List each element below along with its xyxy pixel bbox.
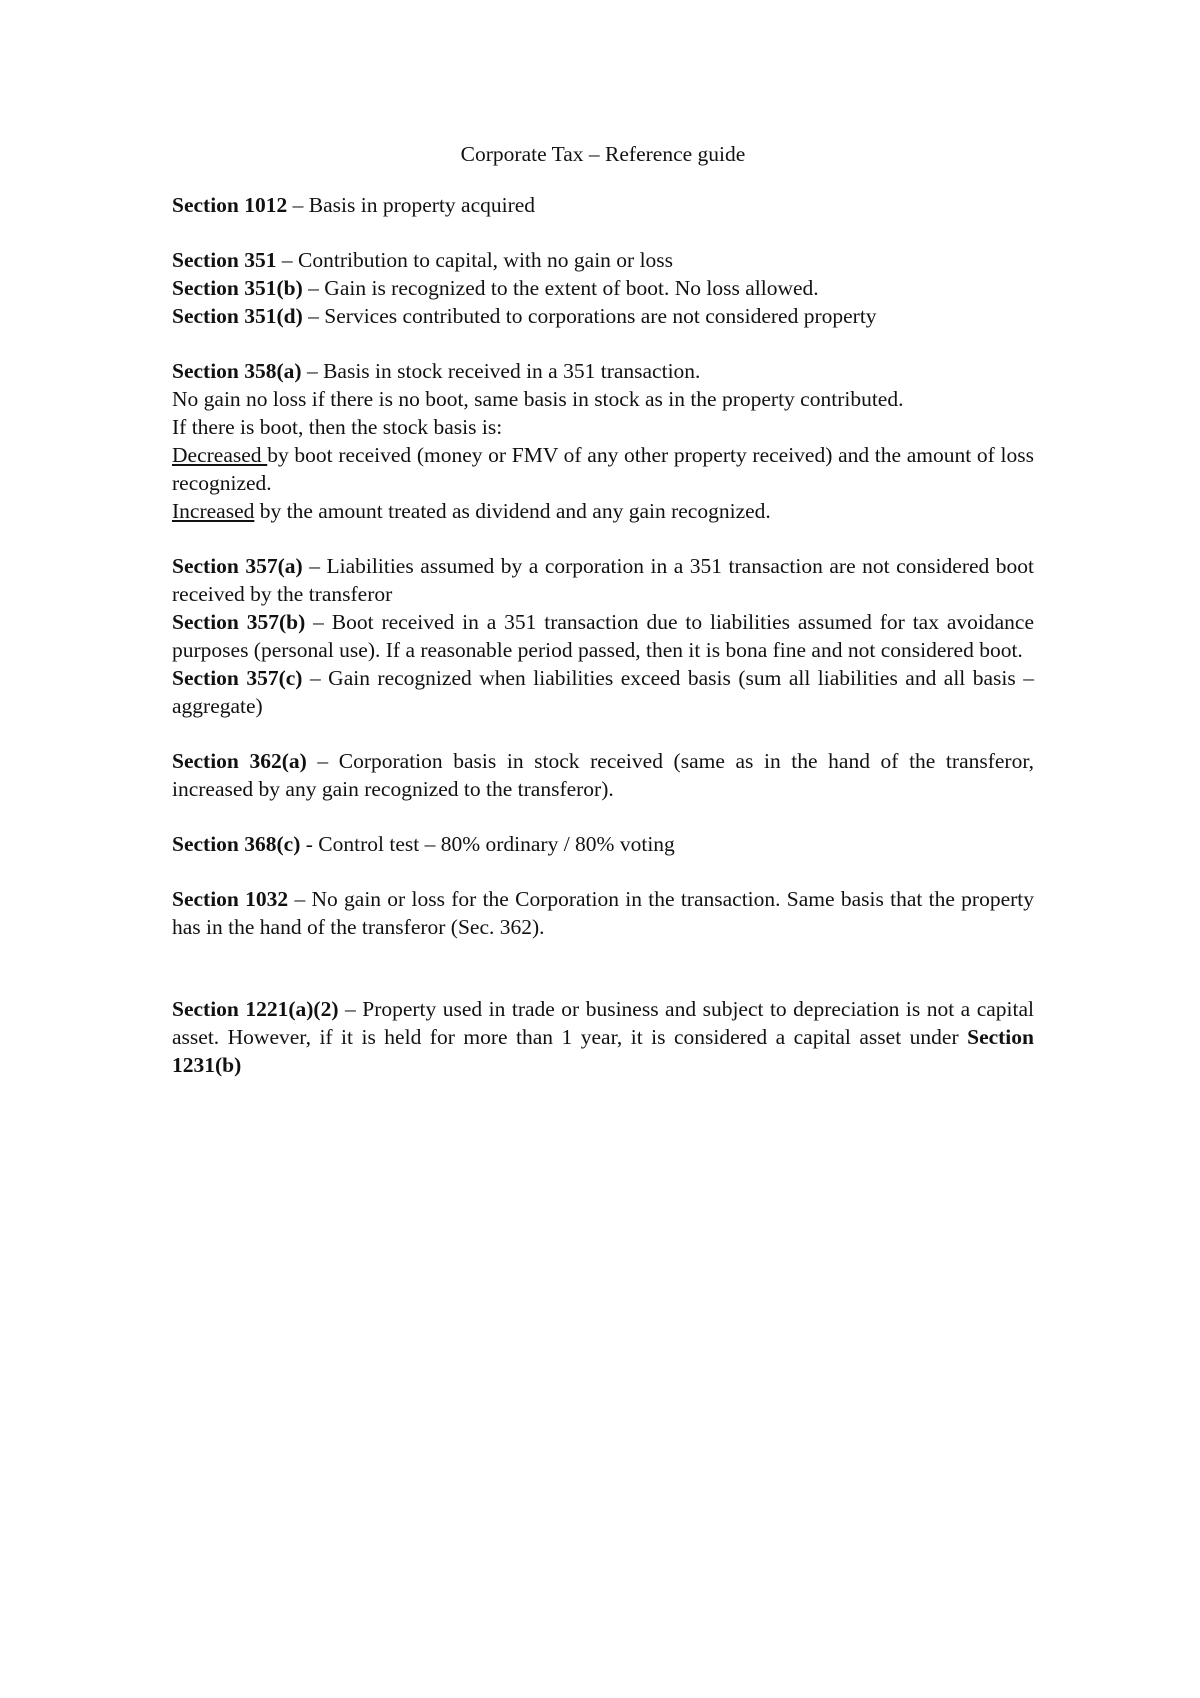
section-1012-entry bbox=[172, 191, 1034, 219]
decreased-text: by boot received (money or FMV of any other property received) and the amount of loss recognized. bbox=[172, 443, 1034, 495]
section-1032-block bbox=[172, 885, 1034, 941]
section-text: – Gain is recognized to the extent of boot. No loss allowed. bbox=[302, 276, 819, 300]
section-text: – Corporation basis in stock received (same as in the hand of the transferor, increased by any gain recognized to the transferor). bbox=[172, 749, 1035, 801]
section-358a-no-boot-line: No gain no loss if there is no boot, same basis in stock as in the property contributed. bbox=[172, 387, 904, 411]
section-368c-entry bbox=[172, 830, 1034, 858]
section-text: – Services contributed to corporations are not considered property bbox=[302, 304, 877, 328]
section-label: Section 1012 bbox=[172, 193, 288, 217]
document-title: Corporate Tax – Reference guide bbox=[460, 142, 746, 166]
section-text: - Control test – 80% ordinary / 80% voting bbox=[300, 832, 675, 856]
increased-label: Increased bbox=[172, 499, 255, 523]
section-reference-label: Section 1231(b) bbox=[172, 1025, 1034, 1077]
section-label: Section 357(c) bbox=[172, 666, 303, 690]
section-358a-block bbox=[172, 357, 1034, 525]
section-1032-entry bbox=[172, 885, 1034, 941]
section-label: Section 362(a) bbox=[172, 749, 307, 773]
section-text: – Liabilities assumed by a corporation in a 351 transaction are not considered boot received by the transferor bbox=[172, 554, 1035, 606]
section-text: – Property used in trade or business and subject to depreciation is not a capital asset. However, if it is held for more than 1 year, it is considered a capital asset under bbox=[172, 997, 1034, 1049]
section-label: Section 351 bbox=[172, 248, 277, 272]
section-357c-entry bbox=[172, 664, 1034, 720]
section-1221-block bbox=[172, 995, 1034, 1079]
section-357b-entry bbox=[172, 608, 1034, 664]
section-label: Section 351(d) bbox=[172, 304, 303, 328]
section-label: Section 357(a) bbox=[172, 554, 303, 578]
section-357a-entry bbox=[172, 552, 1034, 608]
section-1012-block bbox=[172, 191, 1034, 219]
section-351d-entry bbox=[172, 302, 1034, 330]
section-text: – Basis in stock received in a 351 transaction. bbox=[301, 359, 701, 383]
section-text: – Contribution to capital, with no gain or loss bbox=[276, 248, 674, 272]
increased-text: by the amount treated as dividend and any gain recognized. bbox=[254, 499, 771, 523]
section-357-block bbox=[172, 552, 1034, 720]
section-label: Section 368(c) bbox=[172, 832, 301, 856]
section-text: – Basis in property acquired bbox=[287, 193, 536, 217]
section-label: Section 351(b) bbox=[172, 276, 303, 300]
section-351b-entry bbox=[172, 274, 1034, 302]
section-351-entry bbox=[172, 246, 1034, 274]
section-368c-block bbox=[172, 830, 1034, 858]
section-text: – No gain or loss for the Corporation in the transaction. Same basis that the property has in the hand of the transferor (Sec. 362). bbox=[172, 887, 1034, 939]
section-358a-decreased-line bbox=[172, 441, 1034, 497]
section-362a-block bbox=[172, 747, 1034, 803]
section-362a-entry bbox=[172, 747, 1034, 803]
section-358a-entry bbox=[172, 357, 1034, 385]
section-label: Section 1221(a)(2) bbox=[172, 997, 339, 1021]
section-358a-increased-line bbox=[172, 497, 1034, 525]
section-label: Section 357(b) bbox=[172, 610, 306, 634]
section-1221-entry bbox=[172, 995, 1034, 1079]
section-358a-boot-line: If there is boot, then the stock basis is: bbox=[172, 415, 503, 439]
section-label: Section 1032 bbox=[172, 887, 289, 911]
document-page bbox=[172, 140, 1034, 1106]
decreased-label: Decreased bbox=[172, 443, 268, 467]
section-text: – Boot received in a 351 transaction due to liabilities assumed for tax avoidance purposes (personal use). If a reasonable period passed, then it is bona fine and not considered boot. bbox=[172, 610, 1034, 662]
section-351-block bbox=[172, 246, 1034, 330]
section-label: Section 358(a) bbox=[172, 359, 302, 383]
section-text: – Gain recognized when liabilities exceed basis (sum all liabilities and all basis – aggregate) bbox=[172, 666, 1034, 718]
